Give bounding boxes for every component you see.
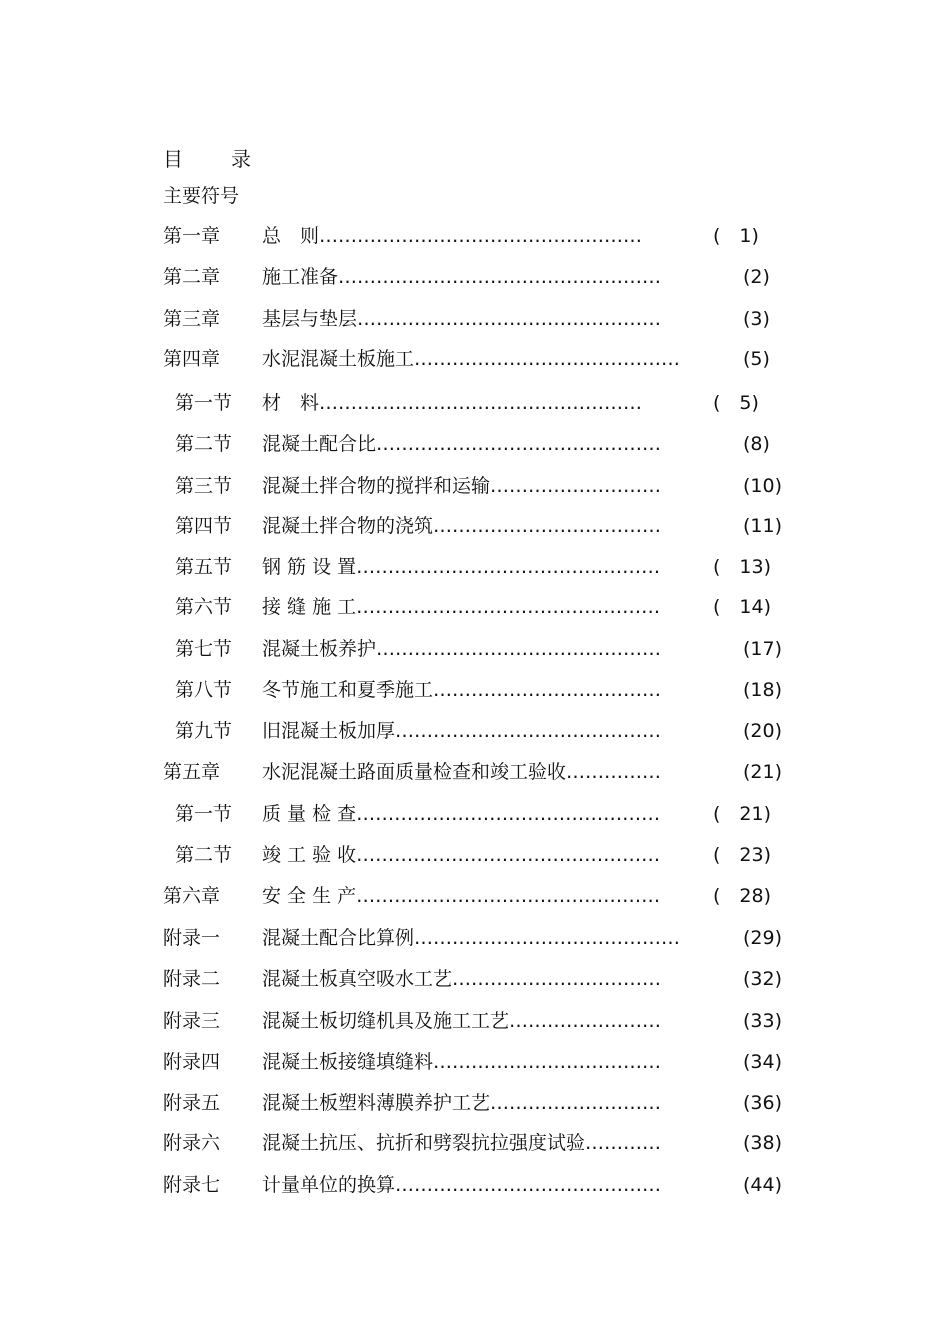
toc-page: (2) — [743, 266, 770, 288]
toc-page: (20) — [743, 720, 783, 742]
toc-page: ( 5) — [713, 392, 759, 414]
toc-entry[interactable] — [0, 676, 950, 704]
toc-entry[interactable] — [0, 305, 950, 333]
toc-page: (3) — [743, 308, 770, 330]
toc-page: (34) — [743, 1051, 783, 1073]
toc-text: 基层与垫层………………………………………… — [262, 308, 662, 330]
toc-text: 竣 工 验 收………………………………………… — [262, 844, 661, 866]
toc-page: (11) — [743, 515, 783, 537]
toc-label: 附录二 — [163, 968, 221, 990]
toc-entry[interactable] — [0, 1129, 950, 1157]
toc-text: 混凝土板真空吸水工艺…………………………… — [262, 968, 662, 990]
toc-page: (29) — [743, 927, 783, 949]
toc-text: 施工准备…………………………………………… — [262, 266, 662, 288]
toc-label: 附录五 — [163, 1092, 221, 1114]
toc-label: 第三章 — [163, 308, 221, 330]
toc-label: 第五节 — [175, 556, 233, 578]
toc-text: 接 缝 施 工………………………………………… — [262, 596, 661, 618]
toc-label: 第六节 — [175, 596, 233, 618]
toc-page: ( 14) — [713, 596, 772, 618]
toc-text: 材 料…………………………………………… — [262, 392, 643, 414]
toc-entry-symbols: 主要符号 — [163, 185, 240, 207]
toc-page: (38) — [743, 1132, 783, 1154]
toc-entry[interactable] — [0, 965, 950, 993]
toc-text: 混凝土配合比……………………………………… — [262, 433, 662, 455]
toc-text: 混凝土板养护……………………………………… — [262, 638, 662, 660]
toc-label: 第五章 — [163, 761, 221, 783]
toc-label: 第八节 — [175, 679, 233, 701]
toc-entry[interactable] — [0, 800, 950, 828]
toc-page: (32) — [743, 968, 783, 990]
toc-entry[interactable] — [0, 717, 950, 745]
toc-entry[interactable] — [0, 472, 950, 500]
toc-text: 总 则…………………………………………… — [262, 225, 643, 247]
toc-label: 附录一 — [163, 927, 221, 949]
toc-page: (44) — [743, 1174, 783, 1196]
toc-text: 水泥混凝土板施工…………………………………… — [262, 348, 681, 370]
toc-page: (18) — [743, 679, 783, 701]
toc-entry[interactable] — [0, 1048, 950, 1076]
toc-label: 第七节 — [175, 638, 233, 660]
toc-label: 附录三 — [163, 1010, 221, 1032]
toc-label: 第二章 — [163, 266, 221, 288]
toc-page: (36) — [743, 1092, 783, 1114]
toc-entry[interactable] — [0, 553, 950, 581]
toc-entry[interactable] — [0, 635, 950, 663]
toc-page: (8) — [743, 433, 770, 455]
toc-label: 第六章 — [163, 885, 221, 907]
toc-entry[interactable] — [0, 512, 950, 540]
toc-text: 混凝土板接缝填缝料……………………………… — [262, 1051, 662, 1073]
toc-entry[interactable] — [0, 263, 950, 291]
toc-entry[interactable] — [0, 1089, 950, 1117]
toc-label: 附录六 — [163, 1132, 221, 1154]
toc-entry[interactable] — [0, 389, 950, 417]
toc-label: 第二节 — [175, 433, 233, 455]
toc-entry[interactable] — [0, 222, 950, 250]
toc-label: 附录四 — [163, 1051, 221, 1073]
toc-text: 质 量 检 查………………………………………… — [262, 803, 661, 825]
toc-entry[interactable] — [0, 1171, 950, 1199]
toc-text: 混凝土拌合物的浇筑……………………………… — [262, 515, 662, 537]
toc-text: 混凝土拌合物的搅拌和运输……………………… — [262, 475, 662, 497]
toc-entry[interactable] — [0, 758, 950, 786]
toc-heading: 目录 — [163, 147, 299, 171]
toc-label: 第一节 — [175, 803, 233, 825]
toc-entry[interactable] — [0, 345, 950, 373]
toc-text: 混凝土抗压、抗折和劈裂抗拉强度试验………… — [262, 1132, 662, 1154]
toc-page: ( 13) — [713, 556, 772, 578]
toc-entry[interactable] — [0, 841, 950, 869]
toc-page: (5) — [743, 348, 770, 370]
toc-text: 混凝土板切缝机具及施工工艺…………………… — [262, 1010, 662, 1032]
toc-page: (10) — [743, 475, 783, 497]
toc-label: 第九节 — [175, 720, 233, 742]
toc-page: ( 28) — [713, 885, 772, 907]
toc-text: 混凝土板塑料薄膜养护工艺……………………… — [262, 1092, 662, 1114]
toc-label: 第三节 — [175, 475, 233, 497]
toc-label: 第一章 — [163, 225, 221, 247]
toc-page: (17) — [743, 638, 783, 660]
toc-entry[interactable] — [0, 1007, 950, 1035]
toc-entry[interactable] — [0, 430, 950, 458]
toc-entry[interactable] — [0, 593, 950, 621]
toc-page: (33) — [743, 1010, 783, 1032]
toc-label: 附录七 — [163, 1174, 221, 1196]
toc-text: 冬节施工和夏季施工……………………………… — [262, 679, 662, 701]
toc-text: 钢 筋 设 置………………………………………… — [262, 556, 661, 578]
toc-text: 混凝土配合比算例…………………………………… — [262, 927, 681, 949]
toc-page: ( 21) — [713, 803, 772, 825]
toc-label: 第一节 — [175, 392, 233, 414]
toc-page: (21) — [743, 761, 783, 783]
toc-label: 第四章 — [163, 348, 221, 370]
toc-entry[interactable] — [0, 924, 950, 952]
toc-page: ( 1) — [713, 225, 759, 247]
toc-entry[interactable] — [0, 882, 950, 910]
toc-text: 计量单位的换算…………………………………… — [262, 1174, 662, 1196]
toc-text: 安 全 生 产………………………………………… — [262, 885, 661, 907]
toc-label: 第四节 — [175, 515, 233, 537]
toc-text: 旧混凝土板加厚…………………………………… — [262, 720, 662, 742]
toc-label: 第二节 — [175, 844, 233, 866]
toc-page: ( 23) — [713, 844, 772, 866]
toc-text: 水泥混凝土路面质量检查和竣工验收…………… — [262, 761, 662, 783]
